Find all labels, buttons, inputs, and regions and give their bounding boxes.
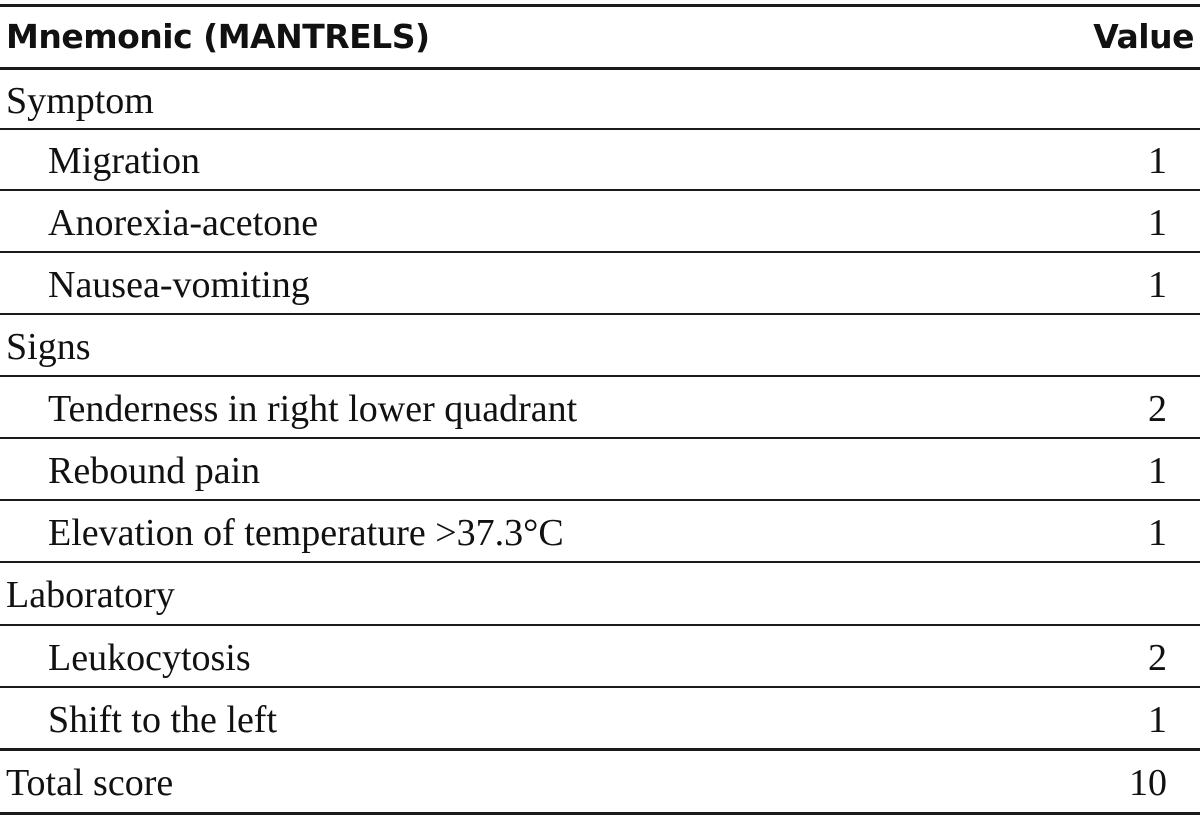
table-row bbox=[0, 440, 1200, 502]
row-value: 1 bbox=[1148, 264, 1167, 306]
row-label: Rebound pain bbox=[48, 450, 261, 492]
table-row bbox=[0, 689, 1200, 751]
row-label: Elevation of temperature >37.3°C bbox=[48, 512, 564, 554]
row-value: 1 bbox=[1148, 140, 1167, 182]
row-value: 1 bbox=[1148, 699, 1167, 741]
row-label: Migration bbox=[48, 140, 200, 182]
row-label: Tenderness in right lower quadrant bbox=[48, 388, 578, 430]
row-label: Anorexia-acetone bbox=[48, 202, 319, 244]
table-row bbox=[0, 254, 1200, 316]
total-value: 10 bbox=[1129, 762, 1167, 804]
row-rule bbox=[0, 561, 1200, 563]
group-label: Laboratory bbox=[6, 574, 175, 616]
group-row-signs bbox=[0, 316, 1200, 378]
row-rule bbox=[0, 375, 1200, 377]
row-rule bbox=[0, 624, 1200, 626]
row-label: Nausea-vomiting bbox=[48, 264, 310, 306]
table-row bbox=[0, 627, 1200, 689]
row-rule bbox=[0, 189, 1200, 191]
table-row bbox=[0, 502, 1200, 564]
row-rule bbox=[0, 686, 1200, 688]
row-value: 2 bbox=[1148, 637, 1167, 679]
header-value: Value bbox=[1093, 17, 1194, 56]
total-label: Total score bbox=[6, 762, 174, 804]
group-label: Symptom bbox=[6, 80, 154, 122]
table-row bbox=[0, 192, 1200, 254]
total-row bbox=[0, 752, 1200, 814]
table-row bbox=[0, 378, 1200, 440]
group-row-symptom bbox=[0, 70, 1200, 132]
row-value: 2 bbox=[1148, 388, 1167, 430]
bottom-rule bbox=[0, 812, 1200, 815]
row-rule bbox=[0, 251, 1200, 253]
table-header-row bbox=[0, 6, 1200, 68]
row-rule bbox=[0, 499, 1200, 501]
group-label: Signs bbox=[6, 326, 91, 368]
row-label: Leukocytosis bbox=[48, 637, 251, 679]
total-rule bbox=[0, 748, 1200, 751]
row-label: Shift to the left bbox=[48, 699, 278, 741]
row-value: 1 bbox=[1148, 202, 1167, 244]
row-value: 1 bbox=[1148, 512, 1167, 554]
header-mnemonic: Mnemonic (MANTRELS) bbox=[6, 17, 430, 56]
table-row bbox=[0, 130, 1200, 192]
row-value: 1 bbox=[1148, 450, 1167, 492]
group-row-laboratory bbox=[0, 564, 1200, 626]
row-rule bbox=[0, 313, 1200, 315]
row-rule bbox=[0, 437, 1200, 439]
